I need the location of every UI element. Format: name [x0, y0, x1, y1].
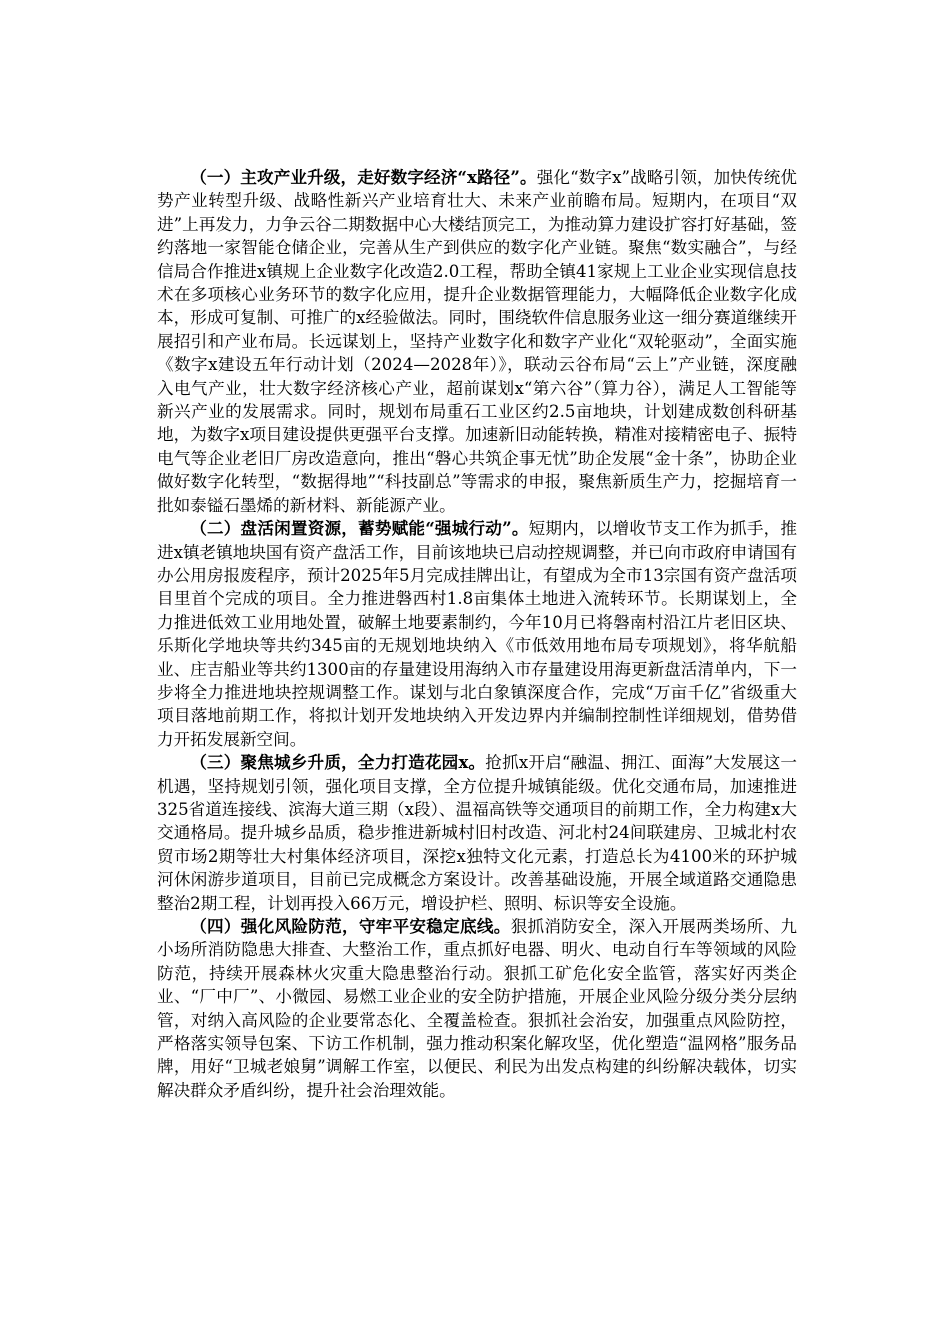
paragraph-heading: （一）主攻产业升级，走好数字经济“x路径”。	[190, 167, 537, 187]
paragraph-urban-rural	[157, 751, 797, 915]
paragraph-body: 抢抓x开启“融温、拥江、面海”大发展这一机遇，坚持规划引领，强化项目支撑，全方位提升城镇能级。优化交通布局，加速推进325省道连接线、滨海大道三期（x段）、温福高铁等交通项目的前期工作，全力构建x大交通格局。提升城乡品质，稳步推进新城村旧村改造、河北村24间联建房、卫城北村农贸市场2期等壮大村集体经济项目，深挖x独特文化元素，打造总长为4100米的环护城河休闲游步道项目，目前已完成概念方案设计。改善基础设施，开展全域道路交通隐患整治2期工程，计划再投入66万元，增设护栏、照明、标识等安全设施。	[157, 753, 797, 913]
paragraph-industry-upgrade	[157, 166, 797, 517]
paragraph-heading: （三）聚焦城乡升质，全力打造花园x。	[190, 752, 486, 773]
document-page	[157, 166, 797, 1102]
paragraph-idle-resources	[157, 517, 797, 751]
paragraph-body: 短期内，以增收节支工作为抓手，推进x镇老镇地块国有资产盘活工作，目前该地块已启动控规调整，并已向市政府申请国有办公用房报废程序，预计2025年5月完成挂牌出让，有望成为全市13宗国有资产盘活项目里首个完成的项目。全力推进磐西村1.8亩集体土地进入流转环节。长期谋划上，全力推进低效工业用地处置，破解土地要素制约，今年10月已将磐南村沿江片老旧区块、乐斯化学地块等共约345亩的无规划地块纳入《市低效用地布局专项规划》，将华航船业、庄吉船业等共约1300亩的存量建设用海纳入市存量建设用海更新盘活清单内，下一步将全力推进地块控规调整工作。谋划与北白象镇深度合作，完成“万亩千亿”省级重大项目落地前期工作，将拟计划开发地块纳入开发边界内并编制控制性详细规划，借势借力开拓发展新空间。	[157, 519, 797, 749]
paragraph-body: 狠抓消防安全，深入开展两类场所、九小场所消防隐患大排查、大整治工作，重点抓好电器、明火、电动自行车等领域的风险防范，持续开展森林火灾重大隐患整治行动。狠抓工矿危化安全监管，落实好丙类企业、“厂中厂”、小微园、易燃工业企业的安全防护措施，开展企业风险分级分类分层纳管，对纳入高风险的企业要常态化、全覆盖检查。狠抓社会治安，加强重点风险防控，严格落实领导包案、下访工作机制，强力推动积案化解攻坚，优化塑造“温网格”服务品牌，用好“卫城老娘舅”调解工作室，以便民、利民为出发点构建的纠纷解决载体，切实解决群众矛盾纠纷，提升社会治理效能。	[157, 917, 798, 1100]
paragraph-risk-prevention	[157, 915, 797, 1102]
paragraph-body: 强化“数字x”战略引领，加快传统优势产业转型升级、战略性新兴产业培育壮大、未来产业前瞻布局。短期内，在项目“双进”上再发力，力争云谷二期数据中心大楼结顶完工，为推动算力建设扩容打好基础，签约落地一家智能仓储企业，完善从生产到供应的数字化产业链。聚焦“数实融合”，与经信局合作推进x镇规上企业数字化改造2.0工程，帮助全镇41家规上工业企业实现信息技术在多项核心业务环节的数字化应用，提升企业数据管理能力，大幅降低企业数字化成本，形成可复制、可推广的x经验做法。同时，围绕软件信息服务业这一细分赛道继续开展招引和产业布局。长远谋划上，坚持产业数字化和数字产业化“双轮驱动”，全面实施《数字x建设五年行动计划（2024—2028年）》，联动云谷布局“云上”产业链，深度融入电气产业，壮大数字经济核心产业，超前谋划x“第六谷”（算力谷），满足人工智能等新兴产业的发展需求。同时，规划布局重石工业区约2.5亩地块，计划建成数创科研基地，为数字x项目建设提供更强平台支撑。加速新旧动能转换，精准对接精密电子、振特电气等企业老旧厂房改造意向，推出“磐心共筑企事无忧”助企发展“金十条”，协助企业做好数字化转型，“数据得地”“科技副总”等需求的申报，聚焦新质生产力，挖掘培育一批如泰镒石墨烯的新材料、新能源产业。	[157, 168, 797, 515]
paragraph-heading: （二）盘活闲置资源，蓄势赋能“强城行动”。	[190, 518, 529, 539]
paragraph-heading: （四）强化风险防范，守牢平安稳定底线。	[190, 916, 511, 936]
